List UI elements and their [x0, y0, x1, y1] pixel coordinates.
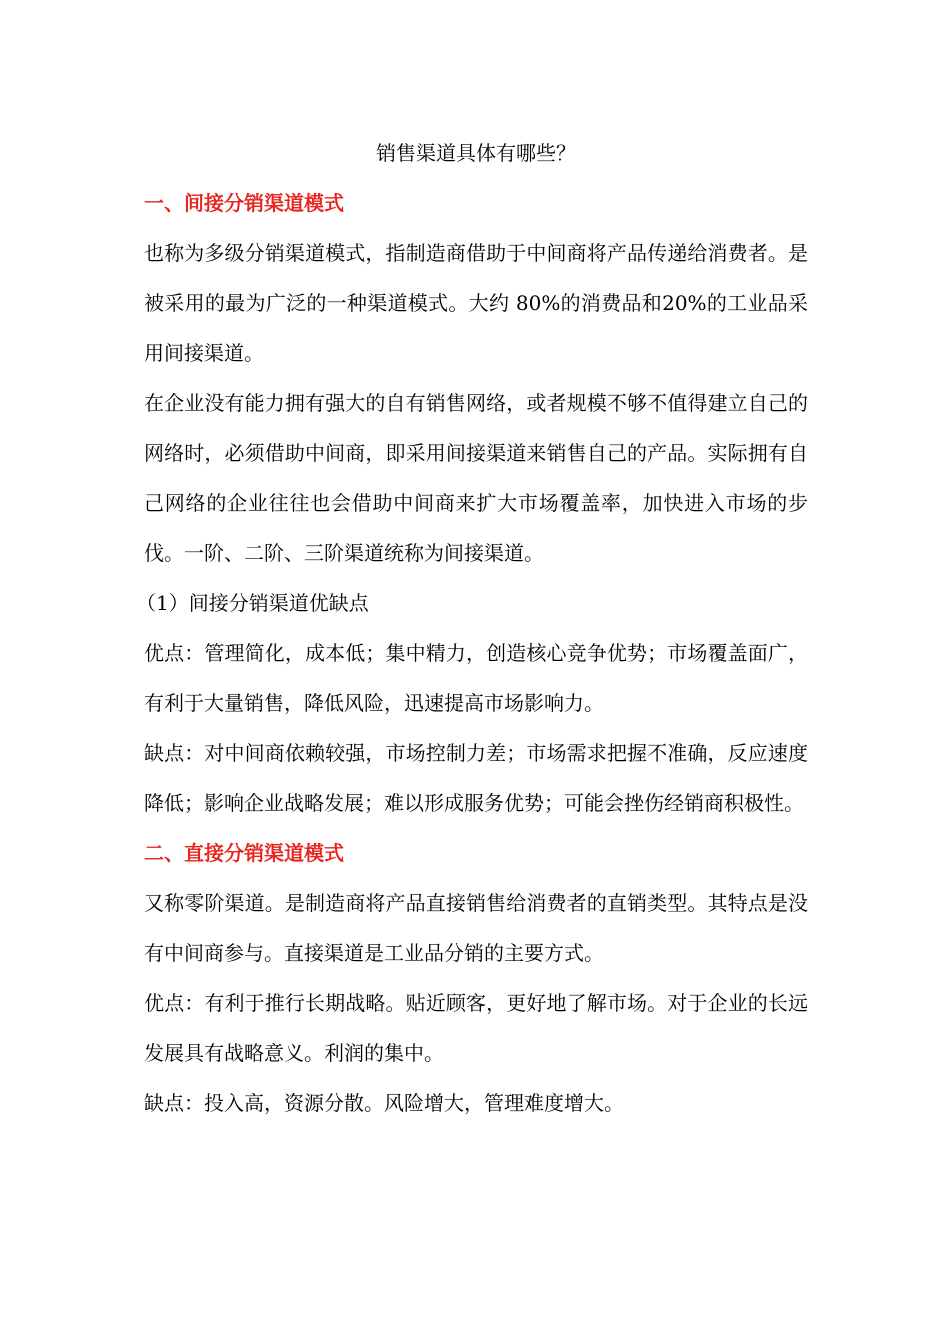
- paragraph-indirect-cons: 缺点：对中间商依赖较强，市场控制力差；市场需求把握不准确，反应速度降低；影响企业战略发展；难以形成服务优势；可能会挫伤经销商积极性。: [144, 741, 808, 815]
- paragraph-indirect-usage: 在企业没有能力拥有强大的自有销售网络，或者规模不够不值得建立自己的网络时，必须借助中间商，即采用间接渠道来销售自己的产品。实际拥有自己网络的企业往往也会借助中间商来扩大市场覆盖率，加快进入市场的步伐。一阶、二阶、三阶渠道统称为间接渠道。: [144, 391, 808, 565]
- document-title: 销售渠道具体有哪些？: [376, 141, 576, 165]
- paragraph-direct-pros: 优点：有利于推行长期战略。贴近顾客，更好地了解市场。对于企业的长远发展具有战略意义。利润的集中。: [144, 991, 808, 1065]
- paragraph-indirect-pros: 优点：管理简化，成本低；集中精力，创造核心竞争优势；市场覆盖面广，有利于大量销售，降低风险，迅速提高市场影响力。: [144, 641, 808, 715]
- section-heading-direct: 二、直接分销渠道模式: [144, 841, 344, 865]
- paragraph-direct-definition: 又称零阶渠道。是制造商将产品直接销售给消费者的直销类型。其特点是没有中间商参与。直接渠道是工业品分销的主要方式。: [144, 891, 808, 965]
- paragraph-direct-cons: 缺点：投入高，资源分散。风险增大，管理难度增大。: [144, 1091, 624, 1115]
- paragraph-indirect-definition: 也称为多级分销渠道模式，指制造商借助于中间商将产品传递给消费者。是被采用的最为广泛的一种渠道模式。大约 80%的消费品和20%的工业品采用间接渠道。: [144, 241, 808, 365]
- section-heading-indirect: 一、间接分销渠道模式: [144, 191, 344, 215]
- subheading-indirect-pros-cons: （1）间接分销渠道优缺点: [136, 591, 369, 615]
- document-body: [136, 128, 808, 1128]
